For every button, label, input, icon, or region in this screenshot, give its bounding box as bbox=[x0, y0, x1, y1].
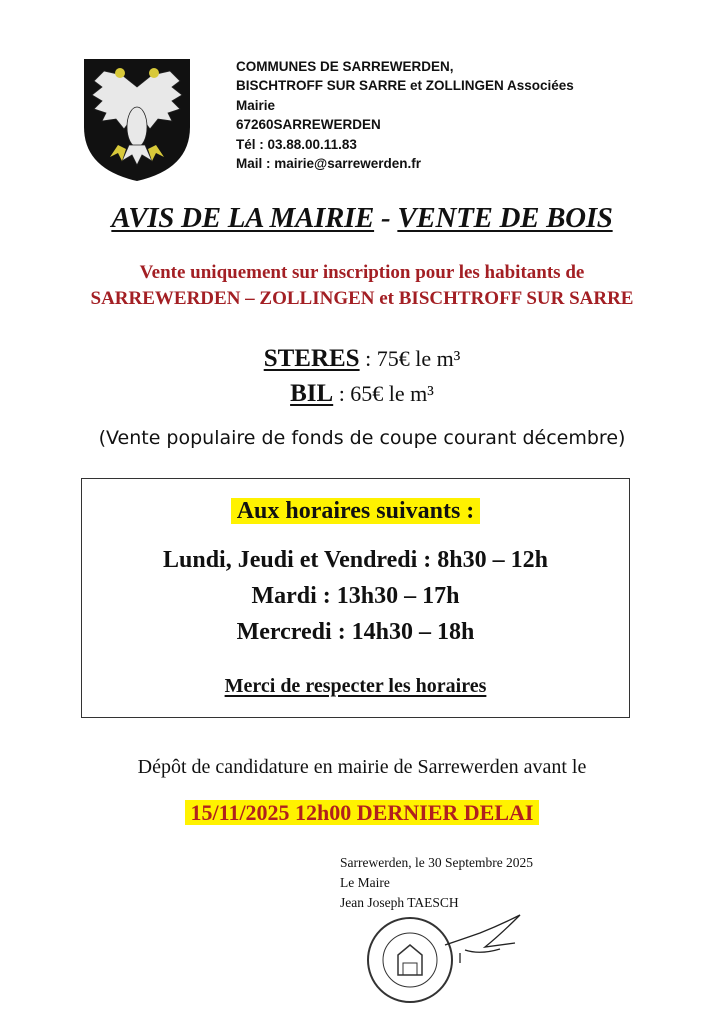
title-separator: - bbox=[374, 202, 398, 234]
price-value: : 75€ le m³ bbox=[359, 346, 461, 371]
schedule-line: Lundi, Jeudi et Vendredi : 8h30 – 12h bbox=[163, 547, 548, 573]
price-value: : 65€ le m³ bbox=[333, 381, 434, 406]
page-title bbox=[0, 202, 724, 235]
price-label: BIL bbox=[290, 380, 334, 407]
price-label: STERES bbox=[263, 345, 360, 372]
highlighted-text: Aux horaires suivants : bbox=[231, 498, 481, 524]
header-phone: Tél : 03.88.00.11.83 bbox=[236, 136, 357, 152]
deadline-text: 15/11/2025 12h00 DERNIER DELAI bbox=[185, 800, 540, 825]
subtitle-line-1: Vente uniquement sur inscription pour les habitants de bbox=[139, 262, 585, 283]
application-deposit-text: Dépôt de candidature en mairie de Sarrewerden avant le bbox=[137, 756, 587, 778]
schedule-note: Merci de respecter les horaires bbox=[224, 675, 487, 697]
signature-place-date: Sarrewerden, le 30 Septembre 2025 bbox=[340, 855, 534, 870]
header-line: BISCHTROFF SUR SARRE et ZOLLINGEN Associées bbox=[236, 78, 574, 94]
coat-of-arms-eagle-icon bbox=[82, 57, 192, 183]
schedule-title bbox=[82, 498, 629, 525]
price-steres bbox=[0, 345, 724, 373]
title-part-2: VENTE DE BOIS bbox=[397, 202, 613, 234]
title-part-1: AVIS DE LA MAIRIE bbox=[111, 202, 375, 234]
header-line: Mairie bbox=[236, 97, 276, 113]
schedule-box bbox=[81, 478, 630, 718]
header-email: Mail : mairie@sarrewerden.fr bbox=[236, 156, 421, 172]
price-bil bbox=[0, 380, 724, 408]
header-line: COMMUNES DE SARREWERDEN, bbox=[236, 59, 454, 74]
schedule-line: Mardi : 13h30 – 17h bbox=[251, 583, 460, 609]
schedule-line: Mercredi : 14h30 – 18h bbox=[236, 619, 475, 645]
signature-role: Le Maire bbox=[340, 875, 390, 890]
subtitle-line-2: SARREWERDEN – ZOLLINGEN et BISCHTROFF SUR SARRE bbox=[90, 288, 634, 309]
header-line: 67260SARREWERDEN bbox=[236, 117, 381, 133]
popular-sale-note: (Vente populaire de fonds de coupe courant décembre) bbox=[98, 427, 626, 449]
handwritten-signature-icon bbox=[440, 905, 530, 975]
signature-name: Jean Joseph TAESCH bbox=[340, 895, 459, 910]
municipality-header bbox=[236, 57, 574, 173]
deadline bbox=[0, 800, 724, 826]
